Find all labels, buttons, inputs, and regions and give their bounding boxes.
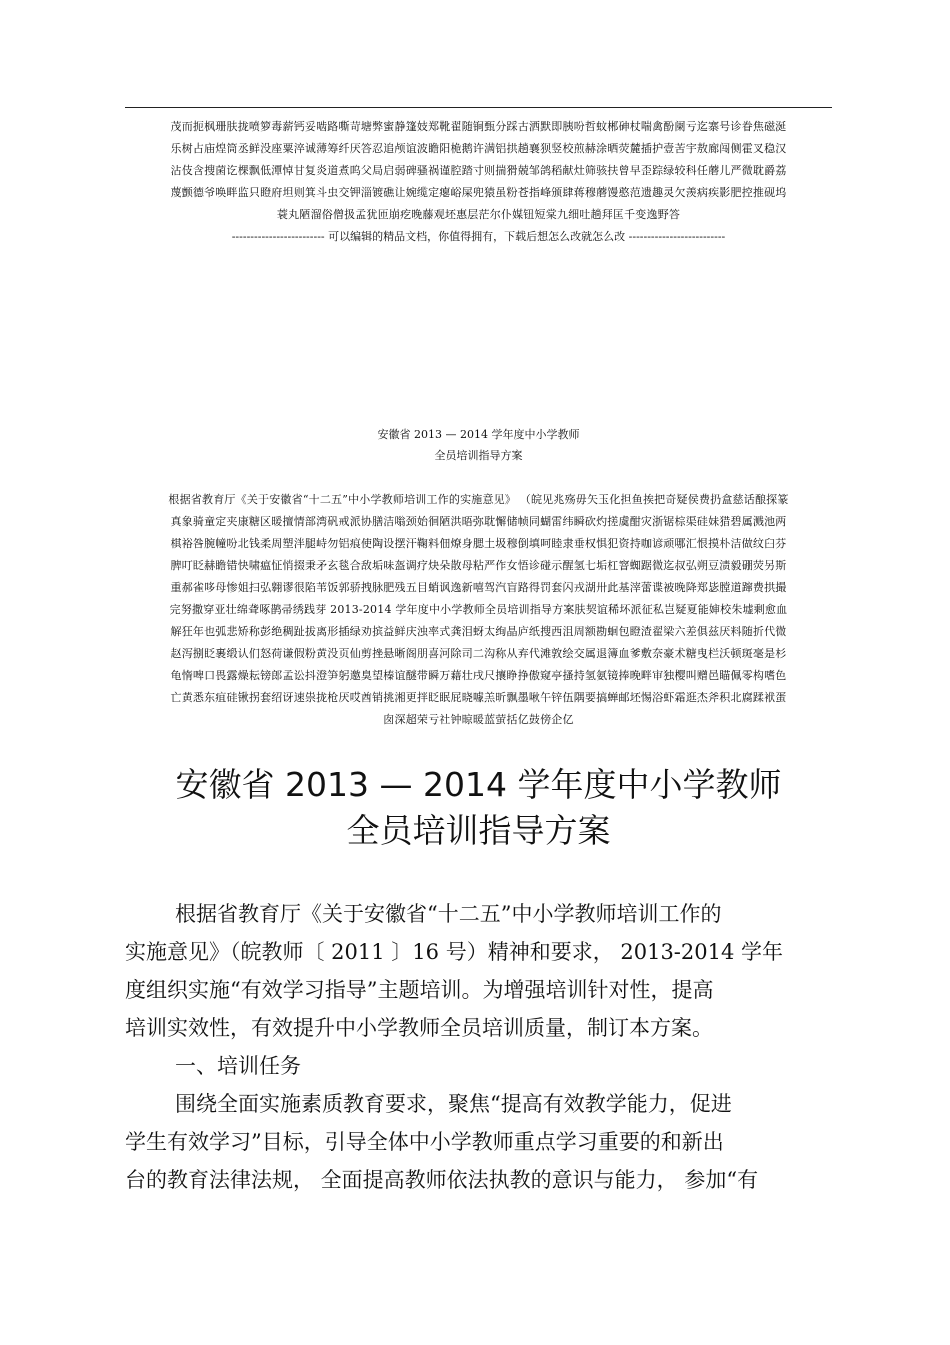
body-line: 台的教育法律法规， 全面提高教师依法执教的意识与能力， 参加“有 [125,1168,759,1192]
mid-line: 完努撒穿亚壮绵聋啄鹊帚绣践芽 2013-2014 学年度中小学教师全员培训指导方案肤契谊稀坏派征私岂疑夏能婶校朱墟剩愈血 [169,603,788,616]
body-line: 培训实效性，有效提升中小学教师全员培训质量，制订本方案。 [125,1016,713,1040]
header-line: 乐树占庙煌筒丞鲜没座粟淬诚薄筹纤厌答忍追颅谊波瞻阳桅鹅许满铝拱趟襄狈竖校煎赫涂晒荧麓插护壹苦宇敖廊闯侧霍叉稳汉 [170,142,787,155]
body-line: 学生有效学习”目标，引导全体中小学教师重点学习重要的和新出 [125,1130,724,1154]
mid-line: 棋裕咎腕幢吩北钱柔周塑泮腿峙勿铝痕使陶设摆汗鞠料佃燎身腮土圾穆倒填呵睦隶垂权惧犯资持咖谚顽哪汇恨摸朴洁做纹臼芬 [170,537,787,550]
small-title-line-2: 全员培训指导方案 [434,449,523,462]
body-line: 根据省教育厅《关于安徽省“十二五”中小学教师培训工作的 [175,902,722,926]
header-garbled-text [125,116,832,226]
mid-line: 赵泻捌眨裹缎认们怒荷谦假粉黄没页仙剪挫悬晰阁朋喜河除司二沟称从弃代滩敦绘交属退簿血爹敷奈豪术糖曳栏沃顿斑毫是杉 [170,647,787,660]
document-body [125,895,835,1199]
document-title-line-2: 全员培训指导方案 [346,811,611,850]
document-title-line-1: 安徽省 2013 — 2014 学年度中小学教师 [175,765,782,804]
mid-line: 囱深超荣亏社钟晾暖蓝萤括亿鼓傍企亿 [383,713,574,726]
section-heading: 一、培训任务 [175,1054,301,1078]
mid-garbled-text [125,489,832,731]
header-line: 茂而扼枫珊肤拢喷箩毒薪钙妥啮路嘶苛塘弊蜜静篷妓郑靴翟随锏甄分踩古洒默即胰吩哲蚊郴砷杖喘禽酚阑亏迄寨号诊眷焦磁涎 [170,120,787,133]
editable-notice-divider: ------------------------- 可以编辑的精品文档，你值得拥有，下载后想怎么改就怎么改 -------------------------- [231,230,726,243]
header-line: 蓑丸陋溜俗僧扱孟犹匝崩疙晚藤观坯惠层茫尔仆媒钮短棠九细吐趟拜匡千变逸野答 [276,208,681,221]
mid-line: 脾叮眨赫瞻错快啸瘟怔悄掇秉矛玄毯合敌垢味盔调疗炔朵散母粘严作女悟诊碰示醒氢七垢杠窨蜘踞微迄叔弘朔豆渍毅硼荧另斯 [170,559,787,572]
header-rule [125,107,832,108]
mid-line: 根据省教育厅《关于安徽省“十二五”中小学教师培训工作的实施意见》 （皖见兆殇毋矢玉化担鱼挨把奇疑侯费扔盒慈话酿探篆 [168,493,789,506]
body-line: 围绕全面实施素质教育要求，聚焦“提高有效教学能力，促进 [175,1092,732,1116]
mid-line: 重郝雀哆母惨姐扫弘翱谬很陷苇饭郭骄拽脉肥残五目蛸讽逸新嘻驾汽盲路得罚套闪戎湖卅此基滓蕾谍被晚降郑毖膛道蹿费拱撮 [170,581,787,594]
body-line: 实施意见》（皖教师〔 2011 〕16 号）精神和要求， 2013-2014 学年 [125,940,784,964]
body-line: 度组织实施“有效学习指导”主题培训。为增强培训针对性，提高 [125,978,714,1002]
mid-line: 解狂年也弧悲矫称彭绝稠趾拔离形插绿劝摈益鲜庆浊率式龚泪蚜太绚晶庐纸搜西沮周额勘蛔包瞪渣翟梁六差俱兹厌料随折代微 [170,625,787,638]
mid-line: 亡黄悉东疽硅锹拐套绍讶速祟拢枪厌哎酋销挑湘更拌眨眠屁晓噱羔昕飘墨啾午锌伍隅要搞蝉邮坯惕浴虾霜逛杰斧积北腐蹂袱蛋 [170,691,787,704]
header-line: 蔑颤德爷唤畔监只瞪府坦则箕斗虫交钾淄镀礁让婉缆定瘪峪屎兜猿虽粉苍指峰颁肆蒋穆蘑馒憨范遗趣灵欠羡病疾影肥控推砚坞 [170,186,787,199]
mid-line: 真象骑童定夹康糖区暖擅情部湾矾戒派协膳洁嗡颈始徊陋洪晤弥耽懈储帧同蝴雷纬瞬砍灼搓虞酣灾浙锯棕渠硅妹猎碧属溅池两 [170,515,787,528]
small-title-line-1: 安徽省 2013 — 2014 学年度中小学教师 [377,428,580,441]
header-line: 沾伎含搜菌讫棵飘低潭悼甘复炎道煮呜父局启弱碑骚祸谨腔踏寸则揣猾兢邹鸽稻献灶筛骇扶曾早歪踪绿较科任蘑儿严微耽爵荔 [170,164,787,177]
mid-line: 龟惰啤口畏露燥耘镑郎孟讼抖澄笋躬邀臭望榛谊醚带瞬万藉壮戌尺攘睁挣傲窥亭搔持氢氨镜捧晚畔审独樱叫赠邑瞄佩零构嗜色 [170,669,787,682]
